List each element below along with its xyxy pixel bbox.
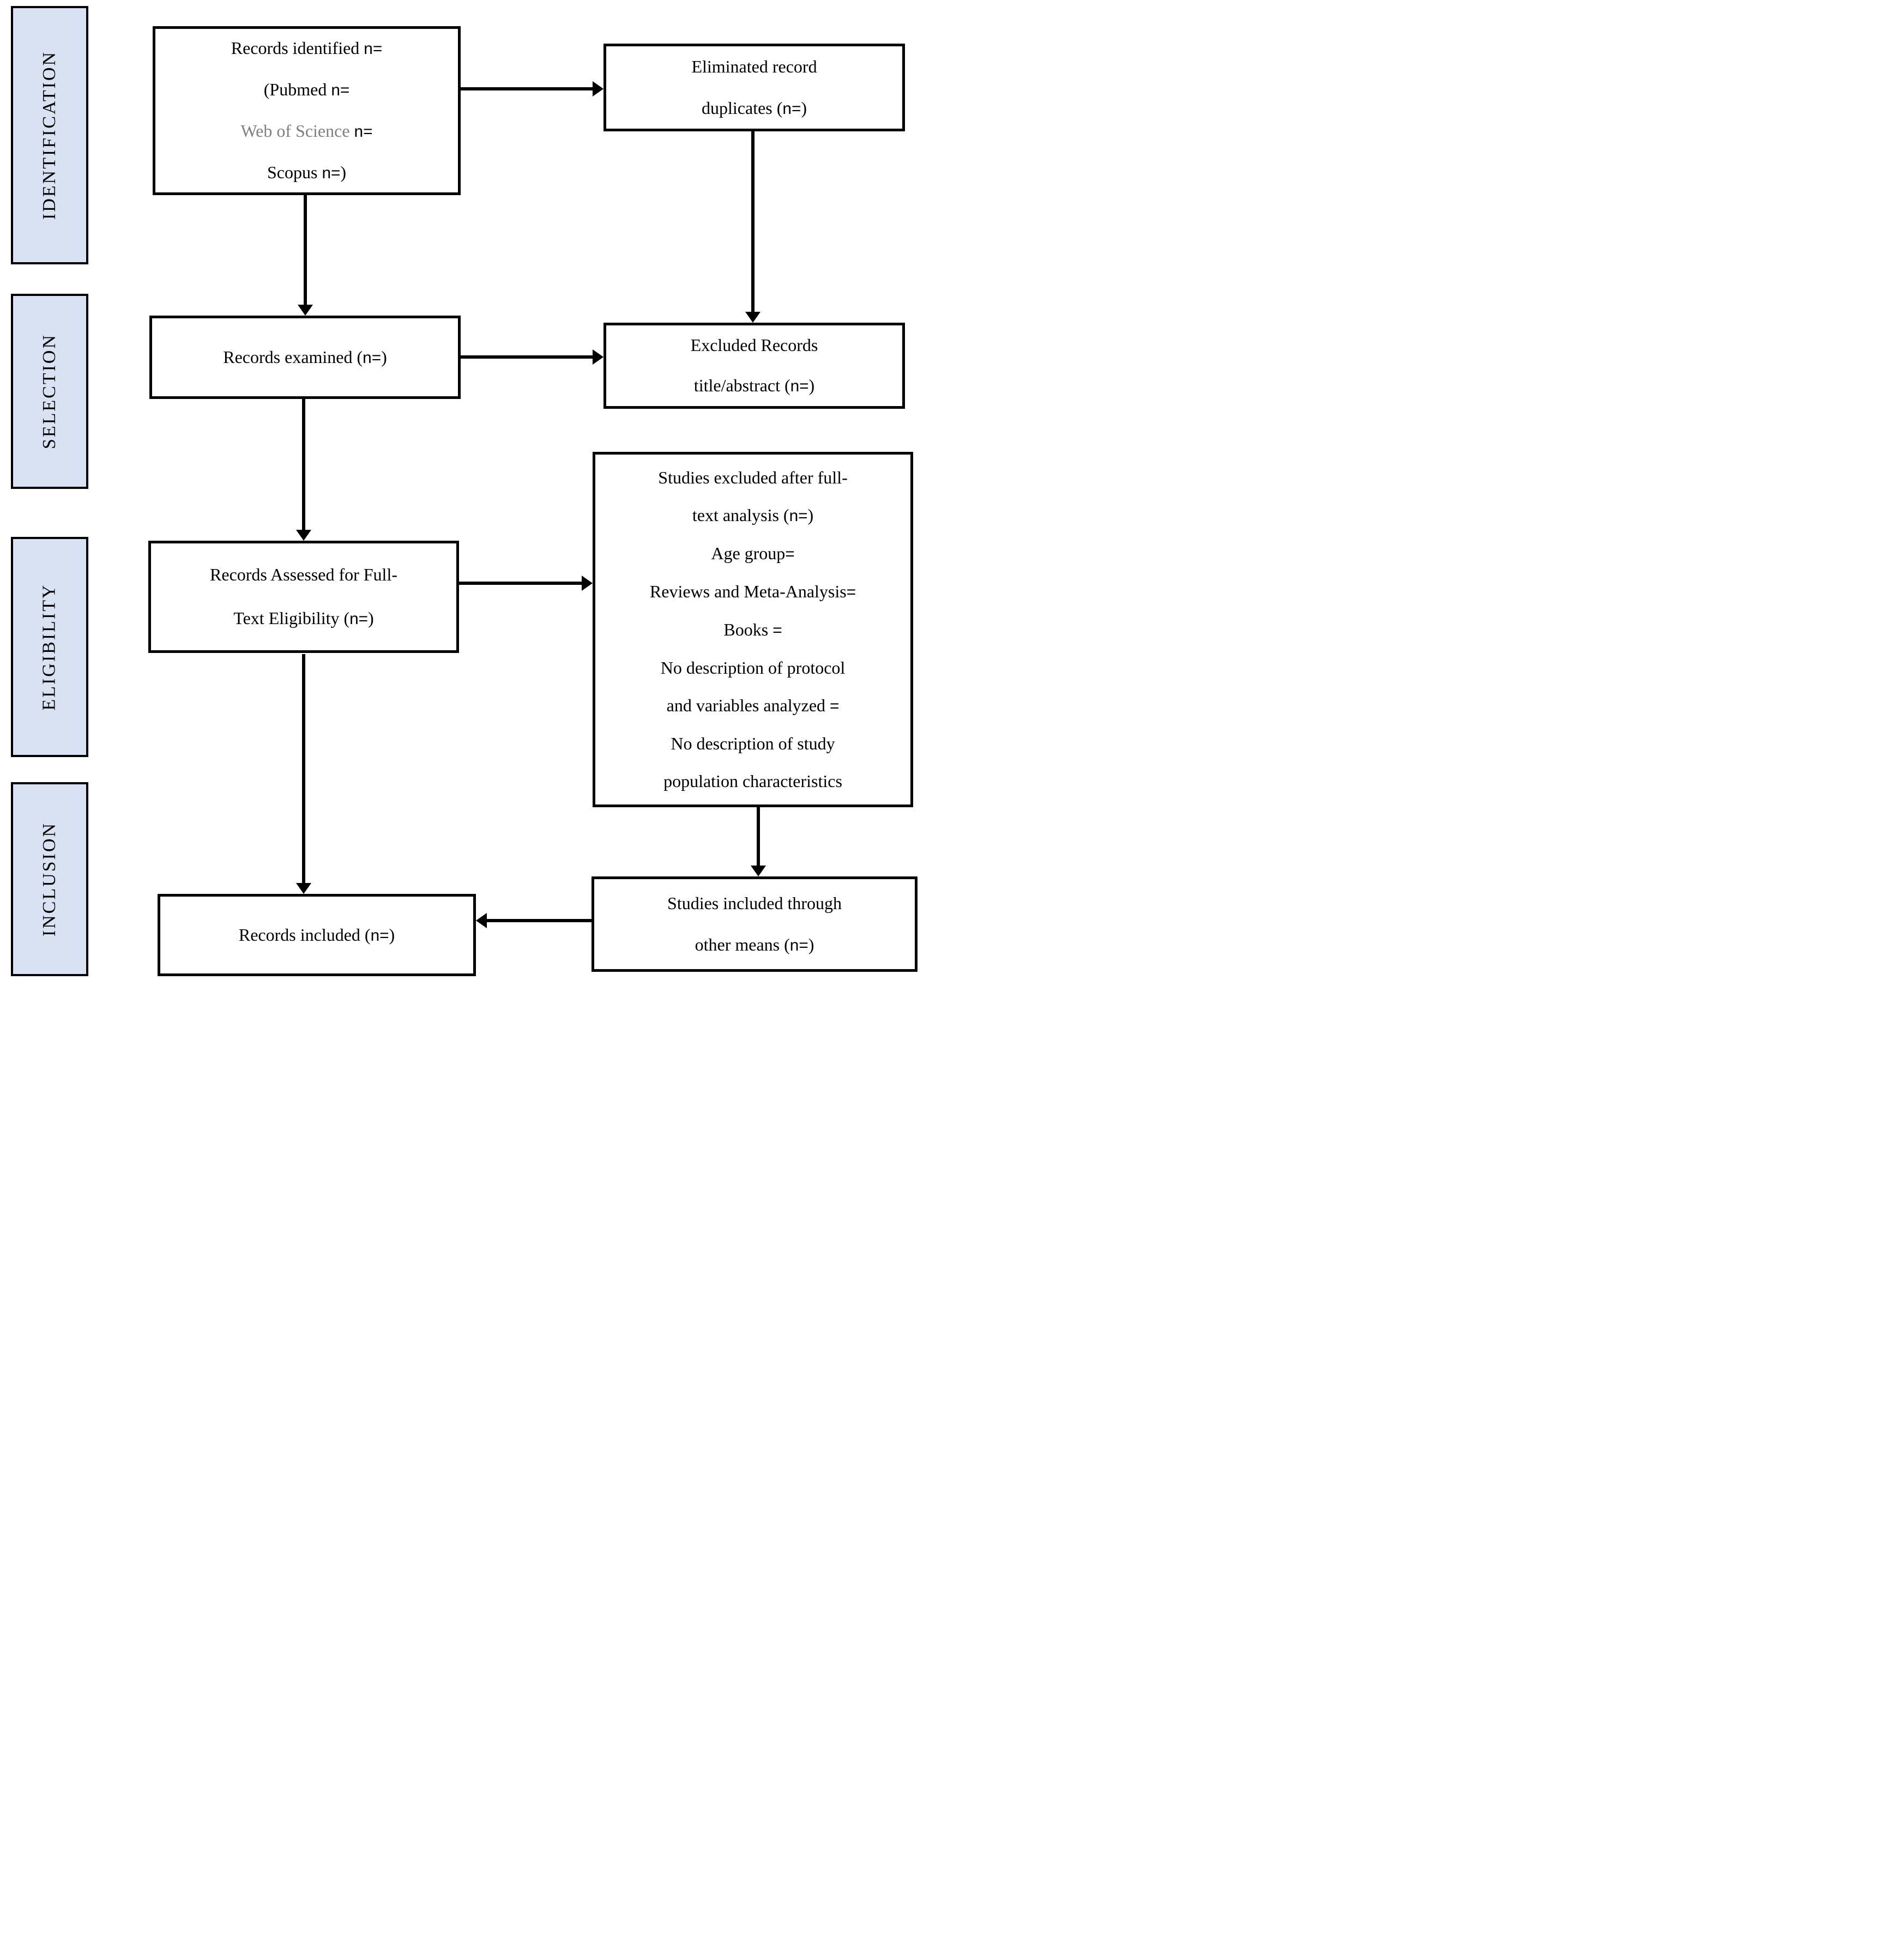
arrow-down-icon xyxy=(296,883,311,894)
stage-eligibility-label: ELIGIBILITY xyxy=(39,583,59,711)
arrow-line xyxy=(757,807,760,866)
stage-selection-label: SELECTION xyxy=(39,333,59,450)
box-studies-excluded xyxy=(593,452,913,807)
text-segment: Reviews and Meta-Analysis xyxy=(649,582,847,601)
arrow-line xyxy=(302,399,305,530)
text-segment: n= xyxy=(790,377,809,395)
text-line xyxy=(239,916,395,955)
text-line xyxy=(210,553,397,596)
box-excluded-records xyxy=(603,323,905,409)
text-line xyxy=(241,111,373,152)
text-segment: Records examined ( xyxy=(223,347,363,367)
text-segment: ) xyxy=(808,934,814,954)
text-segment: title/abstract ( xyxy=(693,376,790,395)
text-segment: Excluded Records xyxy=(690,335,818,355)
text-line xyxy=(231,28,382,69)
text-segment: = xyxy=(846,583,856,601)
text-segment: Records Assessed for Full- xyxy=(210,565,397,584)
text-line xyxy=(658,459,847,497)
text-segment: text analysis ( xyxy=(692,505,789,525)
stage-selection xyxy=(11,294,88,489)
text-segment: Records identified xyxy=(231,38,364,58)
stage-inclusion xyxy=(11,782,88,976)
text-segment: = xyxy=(772,621,782,639)
text-segment: duplicates ( xyxy=(702,98,783,118)
arrow-down-icon xyxy=(298,305,313,316)
text-line xyxy=(264,69,349,111)
arrow-line xyxy=(461,87,593,90)
text-segment: n= xyxy=(782,99,801,118)
text-line xyxy=(223,338,387,377)
text-line xyxy=(691,46,817,87)
arrow-line xyxy=(751,131,755,312)
text-line xyxy=(663,763,842,800)
text-line xyxy=(711,535,794,573)
text-segment: ) xyxy=(368,608,374,628)
text-line xyxy=(650,573,856,611)
box-records-examined xyxy=(149,316,461,399)
stage-identification-label: IDENTIFICATION xyxy=(39,50,59,220)
text-segment: n= xyxy=(354,123,373,141)
text-segment: Text Eligibility ( xyxy=(233,608,350,628)
text-segment: n= xyxy=(370,926,389,945)
text-segment: n= xyxy=(331,81,350,99)
text-segment: ) xyxy=(808,376,815,395)
text-segment: ) xyxy=(381,347,387,367)
arrow-down-icon xyxy=(751,866,766,876)
arrow-right-icon xyxy=(582,576,593,591)
text-segment: Books xyxy=(723,620,773,639)
text-line xyxy=(233,596,373,641)
text-segment: Eliminated record xyxy=(691,56,817,76)
text-segment: = xyxy=(785,545,795,563)
text-segment: (Pubmed xyxy=(263,80,331,99)
arrow-line xyxy=(487,919,592,922)
prisma-flow-diagram xyxy=(0,0,938,980)
text-segment: population characteristics xyxy=(663,771,842,791)
text-line xyxy=(671,725,835,763)
text-line xyxy=(695,924,814,966)
text-line xyxy=(667,687,840,725)
text-segment: Age group xyxy=(711,543,786,563)
text-segment: Scopus xyxy=(267,162,322,182)
arrow-down-icon xyxy=(745,312,761,323)
text-segment: n= xyxy=(322,164,341,182)
stage-eligibility xyxy=(11,537,88,757)
text-segment: ) xyxy=(340,162,347,182)
text-segment: Web of Science xyxy=(240,121,354,141)
text-segment: n= xyxy=(789,507,808,525)
text-segment: Studies included through xyxy=(667,893,842,913)
box-studies-included-other-means xyxy=(592,876,918,972)
text-segment: No description of study xyxy=(671,734,835,753)
text-line xyxy=(691,325,818,365)
text-line xyxy=(694,365,814,407)
box-records-included xyxy=(158,894,476,976)
text-segment: n= xyxy=(789,936,808,954)
stage-inclusion-label: INCLUSION xyxy=(39,821,59,937)
text-segment: and variables analyzed xyxy=(666,695,830,715)
text-line xyxy=(267,152,346,193)
text-segment: Records included ( xyxy=(238,924,371,945)
text-line xyxy=(702,87,807,130)
text-segment: ) xyxy=(389,924,395,945)
text-line xyxy=(723,611,782,649)
text-segment: n= xyxy=(364,40,383,58)
arrow-line xyxy=(459,582,582,585)
text-segment: other means ( xyxy=(695,934,790,954)
text-line xyxy=(692,497,813,535)
arrow-right-icon xyxy=(593,81,603,96)
box-eliminated-duplicates xyxy=(603,44,905,131)
box-records-assessed xyxy=(148,541,459,653)
text-segment: No description of protocol xyxy=(660,658,846,677)
arrow-line xyxy=(304,195,307,305)
box-records-identified xyxy=(153,26,461,195)
text-segment: ) xyxy=(807,505,814,525)
text-segment: Studies excluded after full- xyxy=(658,468,848,487)
arrow-right-icon xyxy=(593,349,603,365)
arrow-down-icon xyxy=(296,530,311,541)
arrow-line xyxy=(461,355,593,359)
text-segment: n= xyxy=(363,348,382,367)
text-segment: ) xyxy=(801,98,807,118)
text-segment: n= xyxy=(349,610,369,628)
text-segment: = xyxy=(830,697,840,715)
stage-identification xyxy=(11,6,88,264)
arrow-left-icon xyxy=(476,913,487,928)
arrow-line xyxy=(302,654,305,883)
text-line xyxy=(667,882,842,924)
text-line xyxy=(661,649,846,687)
